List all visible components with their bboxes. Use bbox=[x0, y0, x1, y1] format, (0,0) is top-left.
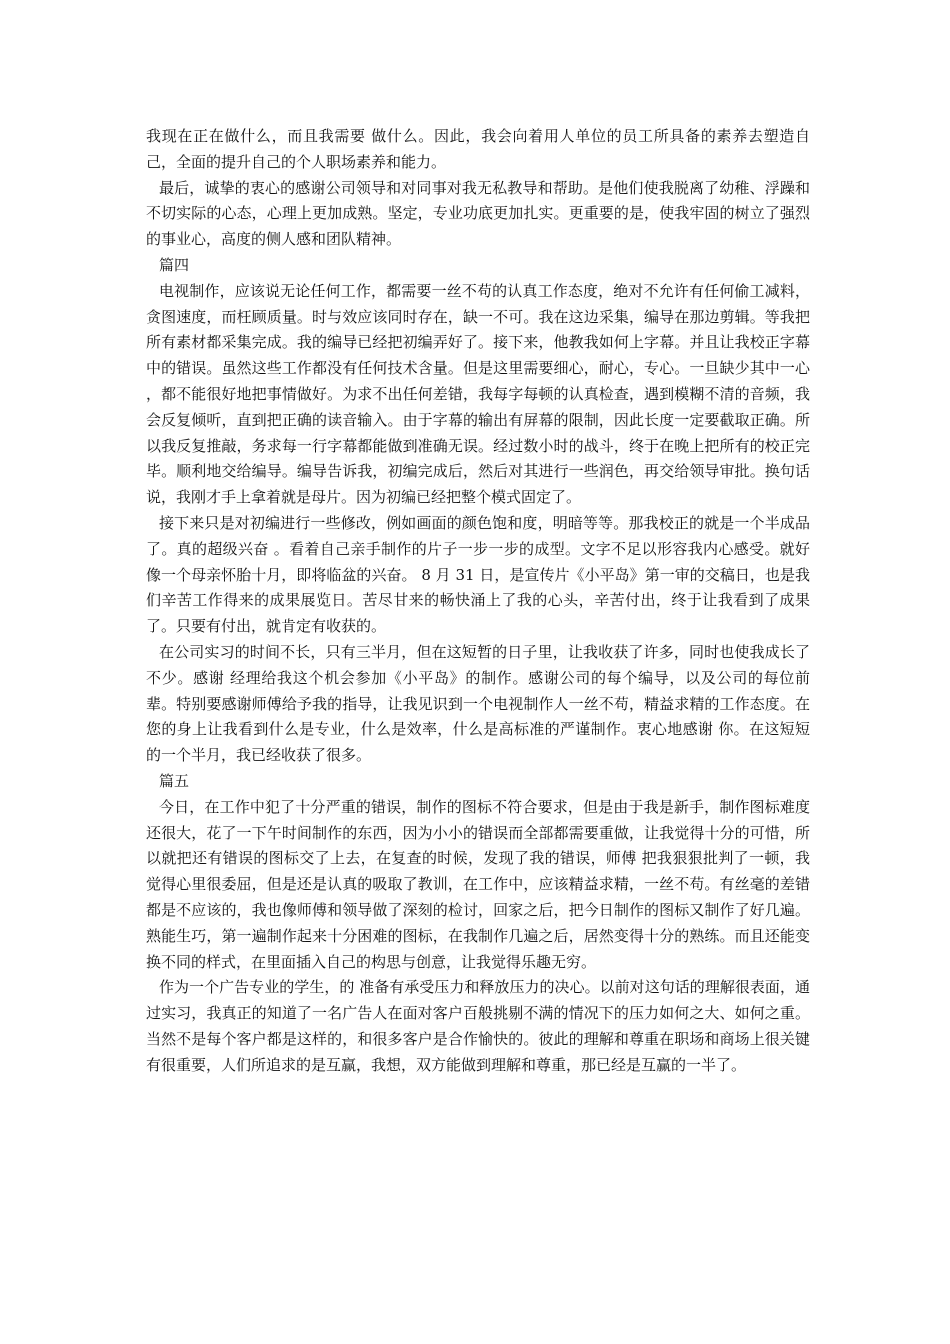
paragraph-icon-mistake: 今日，在工作中犯了十分严重的错误，制作的图标不符合要求，但是由于我是新手，制作图标难度还很大，花了一下午时间制作的东西，因为小小的错误而全部都需要重做，让我觉得十分的可惜，所以就把还有错误的图标交了上去，在复查的时候，发现了我的错误，师傅 把我狠狠批判了一顿，我觉得心里很委屈，但是还是认真的吸取了教训，在工作中，应该精益求精，一丝不苟。有丝毫的差错都是不应该的，我也像师傅和领导做了深刻的检讨，回家之后，把今日制作的图标又制作了好几遍。熟能生巧，第一遍制作起来十分困难的图标，在我制作几遍之后，居然变得十分的熟练。而且还能变换不同的样式，在里面插入自己的构思与创意，让我觉得乐趣无穷。 bbox=[146, 797, 810, 971]
paragraph-advertising-pressure: 作为一个广告专业的学生，的 准备有承受压力和释放压力的决心。以前对这句话的理解很表面，通过实习，我真正的知道了一名广告人在面对客户百般挑剔不满的情况下的压力如何之大、如何之重。当然不是每个客户都是这样的，和很多客户是合作愉快的。彼此的理解和尊重在职场和商场上很关键有很重要，人们所追求的是互赢，我想，双方能做到理解和尊重，那已经是互赢的一半了。 bbox=[146, 978, 810, 1074]
section-heading-part-four: 篇四 bbox=[159, 255, 190, 274]
paragraph-internship-gratitude: 在公司实习的时间不长，只有三半月，但在这短暂的日子里，让我收获了许多，同时也使我成长了不少。感谢 经理给我这个机会参加《小平岛》的制作。感谢公司的每个编导，以及公司的每位前辈。特别要感谢师傅给予我的指导，让我见识到一个电视制作人一丝不苟，精益求精的工作态度。在您的身上让我看到什么是专业，什么是效率，什么是高标准的严谨制作。衷心地感谢 你。在这短短的一个半月，我已经收获了很多。 bbox=[146, 642, 810, 765]
paragraph-first-edit: 接下来只是对初编进行一些修改，例如画面的颜色饱和度，明暗等等。那我校正的就是一个半成品了。真的超级兴奋 。看着自己亲手制作的片子一步一步的成型。文字不足以形容我内心感受。就好像一个母亲怀胎十月，即将临盆的兴奋。 8 月 31 日，是宣传片《小平岛》第一审的交稿日，也是我们辛苦工作得来的成果展览日。苦尽甘来的畅快涌上了我的心头，辛苦付出，终于让我看到了成果了。只要有付出，就肯定有收获的。 bbox=[146, 513, 810, 636]
paragraph-tv-production: 电视制作，应该说无论任何工作，都需要一丝不苟的认真工作态度，绝对不允许有任何偷工减料，贪图速度，而枉顾质量。时与效应该同时存在，缺一不可。我在这边采集，编导在那边剪辑。等我把所有素材都采集完成。我的编导已经把初编弄好了。接下来，他教我如何上字幕。并且让我校正字幕中的错误。虽然这些工作都没有任何技术含量。但是这里需要细心，耐心，专心。一旦缺少其中一心 ，都不能很好地把事情做好。为求不出任何差错，我每字每顿的认真检查，遇到模糊不清的音频，我会反复倾听，直到把正确的读音输入。由于字幕的输出有屏幕的限制，因此长度一定要截取正确。所以我反复推敲，务求每一行字幕都能做到准确无误。经过数小时的战斗，终于在晚上把所有的校正完毕。顺利地交给编导。编导告诉我，初编完成后，然后对其进行一些润色，再交给领导审批。换句话说，我刚才手上拿着就是母片。因为初编已经把整个模式固定了。 bbox=[146, 281, 810, 507]
document-page bbox=[146, 124, 810, 1078]
section-heading-part-five: 篇五 bbox=[159, 771, 190, 790]
paragraph-continuation: 我现在正在做什么，而且我需要 做什么。因此，我会向着用人单位的员工所具备的素养去塑造自己，全面的提升自己的个人职场素养和能力。 bbox=[146, 127, 810, 171]
paragraph-thanks: 最后，诚挚的衷心的感谢公司领导和对同事对我无私教导和帮助。是他们使我脱离了幼稚、浮躁和不切实际的心态，心理上更加成熟。坚定，专业功底更加扎实。更重要的是，使我牢固的树立了强烈的事业心，高度的侧人感和团队精神。 bbox=[146, 178, 810, 249]
